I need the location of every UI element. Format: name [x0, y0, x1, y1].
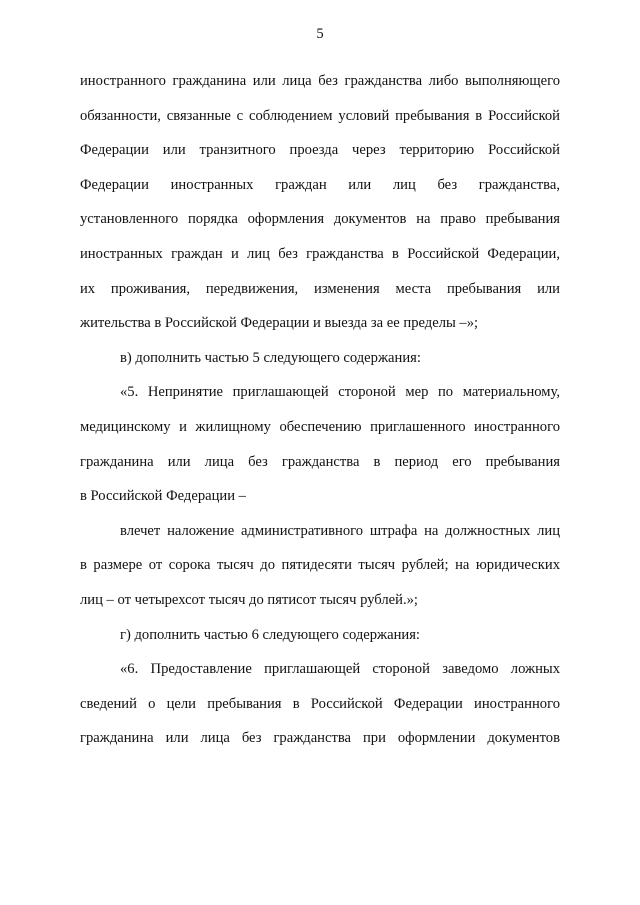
- text-line: обязанности, связанные с соблюдением условий пребывания в Российской: [80, 107, 560, 124]
- text-line: гражданина или лица без гражданства в период его пребывания: [80, 453, 560, 470]
- text-line: их проживания, передвижения, изменения места пребывания или: [80, 280, 560, 297]
- text-line: в) дополнить частью 5 следующего содержания:: [120, 349, 421, 366]
- text-line: гражданина или лица без гражданства при оформлении документов: [80, 730, 560, 747]
- text-line: в Российской Федерации –: [80, 488, 246, 505]
- text-line: влечет наложение административного штрафа на должностных лиц: [120, 522, 560, 539]
- text-line: Федерации иностранных граждан или лиц без гражданства,: [80, 176, 560, 193]
- text-line: иностранного гражданина или лица без гражданства либо выполняющего: [80, 73, 560, 89]
- text-line: в размере от сорока тысяч до пятидесяти тысяч рублей; на юридических: [80, 557, 560, 574]
- text-line: лиц – от четырехсот тысяч до пятисот тысяч рублей.»;: [80, 591, 418, 608]
- text-line: «6. Предоставление приглашающей стороной заведомо ложных: [120, 661, 560, 678]
- document-body: [80, 64, 560, 756]
- text-line: жительства в Российской Федерации и выезда за ее пределы –»;: [80, 315, 479, 332]
- text-line: иностранных граждан и лиц без гражданства в Российской Федерации,: [80, 245, 560, 262]
- text-line: Федерации или транзитного проезда через территорию Российской: [80, 142, 560, 159]
- text-line: сведений о цели пребывания в Российской Федерации иностранного: [80, 695, 560, 712]
- text-line: г) дополнить частью 6 следующего содержания:: [120, 626, 420, 643]
- text-line: «5. Непринятие приглашающей стороной мер по материальному,: [120, 384, 560, 401]
- page-number: 5: [316, 26, 324, 42]
- text-line: медицинскому и жилищному обеспечению приглашенного иностранного: [80, 418, 560, 435]
- text-line: установленного порядка оформления документов на право пребывания: [80, 211, 560, 228]
